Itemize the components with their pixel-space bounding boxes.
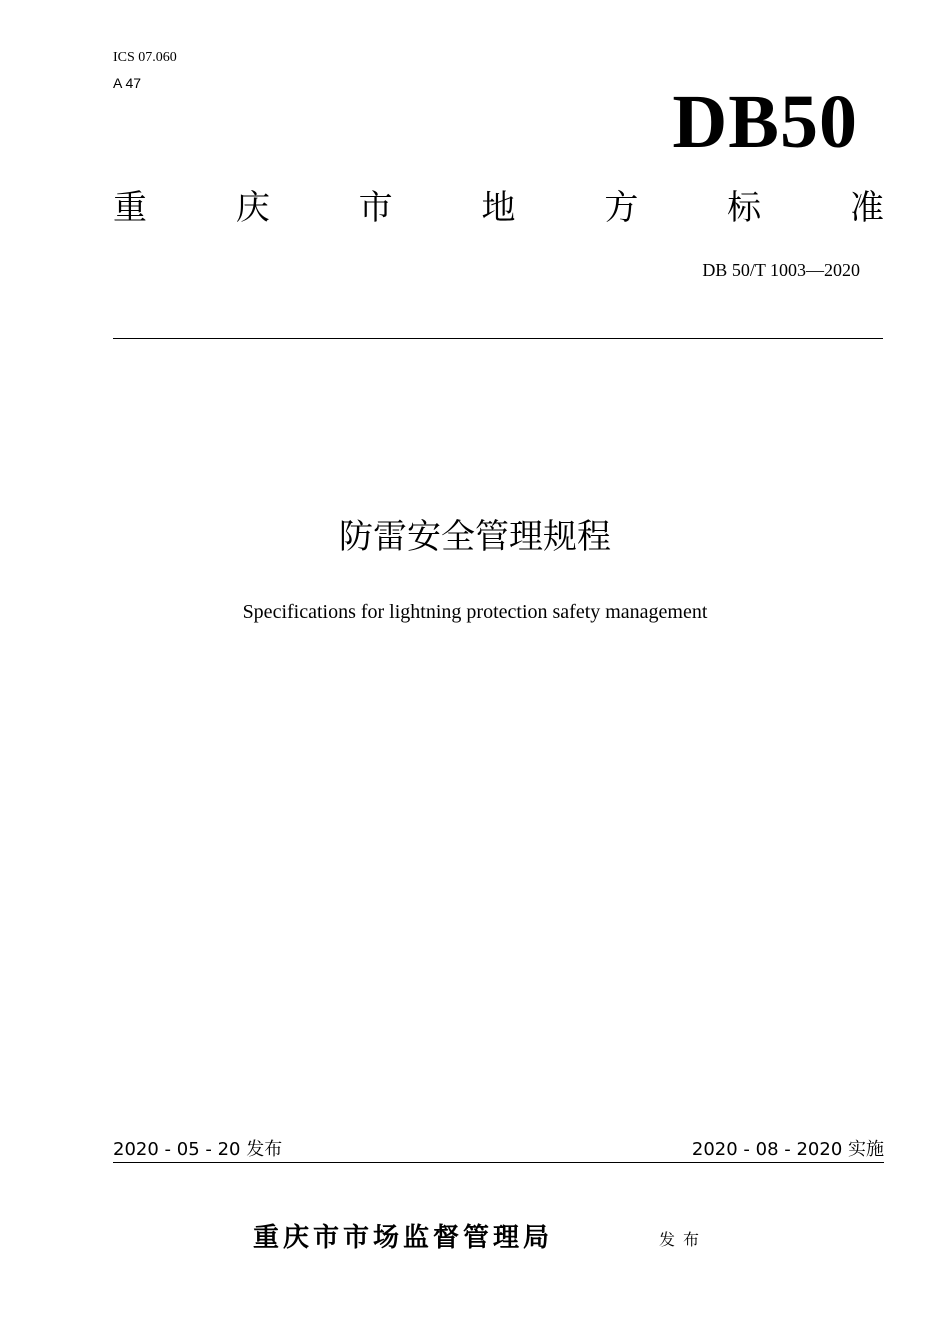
standard-type-char: 重	[113, 188, 147, 228]
ics-code: ICS 07.060	[113, 50, 177, 65]
standard-type-char: 准	[849, 188, 884, 228]
classification-code: A 47	[113, 75, 142, 91]
db-code: DB50	[672, 80, 858, 164]
standard-type-char: 庆	[235, 188, 270, 228]
footer-divider	[113, 1162, 884, 1163]
header-divider	[113, 338, 883, 339]
standard-type	[113, 184, 884, 232]
publisher: 重庆市市场监督管理局	[253, 1223, 554, 1253]
publish-word: 发布	[659, 1230, 708, 1249]
title-english: Specifications for lightning protection safety management	[242, 601, 708, 623]
standard-type-char: 方	[604, 188, 639, 228]
standard-type-char: 地	[481, 188, 516, 228]
standard-type-char: 标	[727, 188, 762, 228]
issue-date: 2020 - 05 - 20 发布	[113, 1139, 283, 1160]
title-chinese: 防雷安全管理规程	[339, 517, 611, 557]
standard-number: DB 50/T 1003—2020	[702, 260, 860, 280]
implementation-date: 2020 - 08 - 2020 实施	[691, 1139, 884, 1160]
standard-type-char: 市	[358, 188, 393, 228]
